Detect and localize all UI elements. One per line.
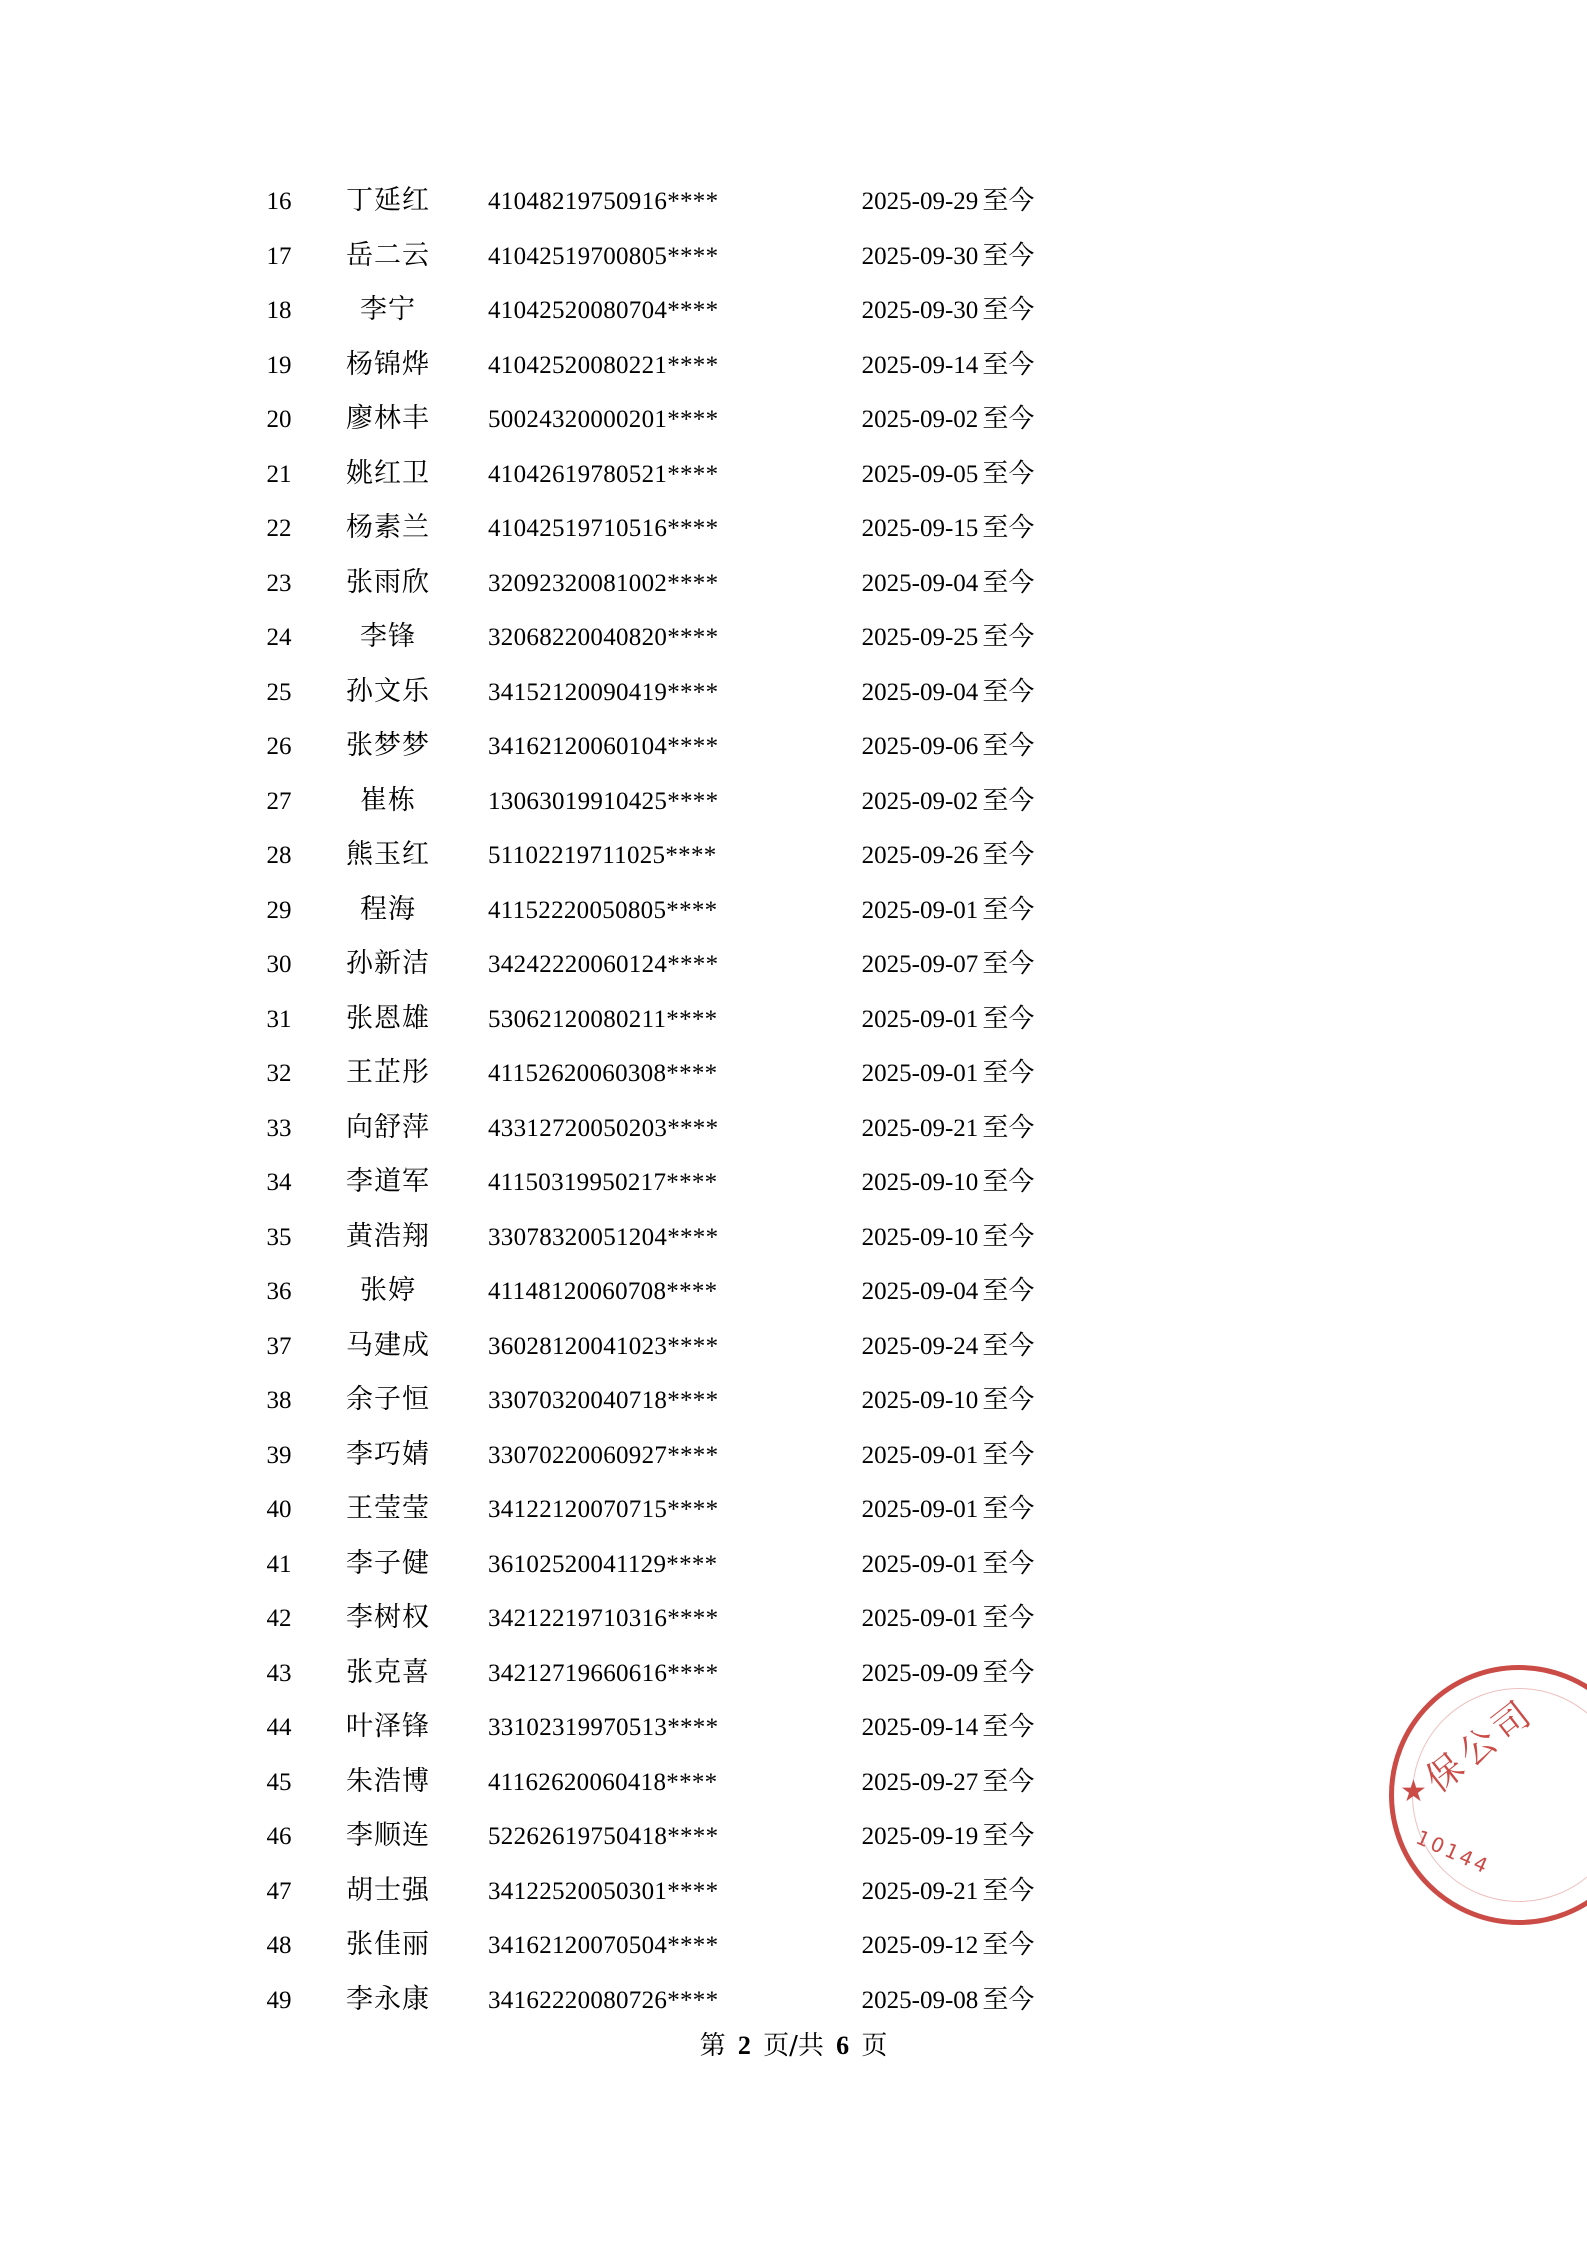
row-period-start: 2025-09-25 <box>861 624 979 651</box>
row-period-end: 至今 <box>982 513 1035 543</box>
row-id-number: 50024320000201**** <box>488 406 719 433</box>
row-period <box>788 1979 1108 2016</box>
table-row <box>250 451 1250 506</box>
table-row <box>250 723 1250 778</box>
row-period-end: 至今 <box>982 1603 1035 1633</box>
row-period-end: 至今 <box>982 1875 1035 1906</box>
row-period <box>788 344 1108 381</box>
row-name: 朱浩博 <box>346 1765 430 1797</box>
footer-total-pages: 6 <box>836 2031 850 2060</box>
row-period-end: 至今 <box>982 894 1035 925</box>
row-index: 18 <box>266 297 292 324</box>
row-period <box>788 1761 1108 1798</box>
row-period-start: 2025-09-24 <box>861 1332 979 1360</box>
row-period <box>788 1379 1108 1416</box>
row-period-start: 2025-09-04 <box>861 1278 979 1305</box>
row-period-end: 至今 <box>982 1003 1035 1034</box>
row-id-number: 32068220040820**** <box>488 624 719 651</box>
row-name: 熊玉红 <box>346 839 430 870</box>
row-name: 杨锦烨 <box>346 348 430 380</box>
row-period-start: 2025-09-01 <box>861 896 979 924</box>
row-index: 29 <box>266 896 292 924</box>
table-row <box>250 1650 1250 1705</box>
row-index: 34 <box>266 1169 292 1196</box>
row-period <box>788 1107 1108 1144</box>
row-period <box>788 1052 1108 1089</box>
row-id-number: 52262619750418**** <box>488 1823 719 1850</box>
row-period-end: 至今 <box>982 567 1035 598</box>
row-id-number: 41042519710516**** <box>488 515 719 542</box>
row-period-start: 2025-09-06 <box>861 733 979 760</box>
table-row <box>250 342 1250 397</box>
row-period <box>788 1815 1108 1852</box>
row-name: 张梦梦 <box>346 730 430 761</box>
table-row <box>250 1704 1250 1759</box>
row-period-start: 2025-09-02 <box>861 787 979 815</box>
row-index: 21 <box>266 460 292 488</box>
row-index: 28 <box>266 842 292 869</box>
row-id-number: 33070220060927**** <box>488 1441 719 1469</box>
row-period <box>788 1434 1108 1471</box>
row-id-number: 41162620060418**** <box>488 1768 718 1796</box>
row-period-start: 2025-09-14 <box>861 1714 979 1741</box>
table-row <box>250 1486 1250 1541</box>
row-index: 37 <box>266 1332 292 1360</box>
table-row <box>250 560 1250 615</box>
row-index: 40 <box>266 1496 292 1523</box>
row-period-start: 2025-09-01 <box>861 1441 979 1469</box>
row-id-number: 41042519700805**** <box>488 242 719 270</box>
table-row <box>250 1595 1250 1650</box>
row-index: 42 <box>266 1605 292 1632</box>
row-period-start: 2025-09-01 <box>861 1605 979 1632</box>
row-index: 44 <box>266 1714 292 1741</box>
row-index: 43 <box>266 1659 292 1687</box>
row-period-end: 至今 <box>982 458 1035 489</box>
row-id-number: 36102520041129**** <box>488 1550 718 1578</box>
row-name: 杨素兰 <box>346 512 430 543</box>
table-row <box>250 778 1250 833</box>
row-index: 26 <box>266 733 292 760</box>
row-period <box>788 1325 1108 1362</box>
row-index: 48 <box>266 1932 292 1959</box>
row-period <box>788 1870 1108 1907</box>
row-index: 38 <box>266 1387 292 1414</box>
table-row <box>250 1159 1250 1214</box>
table-row <box>250 669 1250 724</box>
row-name: 李道军 <box>346 1166 430 1197</box>
row-name: 胡士强 <box>346 1874 430 1906</box>
row-period-end: 至今 <box>982 1221 1035 1252</box>
table-row <box>250 941 1250 996</box>
row-index: 30 <box>266 951 292 978</box>
table-row <box>250 1377 1250 1432</box>
row-index: 25 <box>266 678 292 706</box>
row-period-start: 2025-09-04 <box>861 569 979 597</box>
row-name: 丁延红 <box>346 185 430 216</box>
row-index: 45 <box>266 1768 292 1796</box>
row-period-end: 至今 <box>982 622 1035 652</box>
row-period-end: 至今 <box>982 295 1035 325</box>
table-row <box>250 996 1250 1051</box>
row-id-number: 53062120080211**** <box>488 1005 718 1033</box>
row-period-start: 2025-09-27 <box>861 1768 979 1796</box>
row-index: 35 <box>266 1223 292 1251</box>
row-period-start: 2025-09-10 <box>861 1169 979 1196</box>
row-index: 22 <box>266 515 292 542</box>
row-index: 32 <box>266 1060 292 1087</box>
row-name: 马建成 <box>346 1329 430 1361</box>
row-name: 孙新洁 <box>346 948 430 979</box>
row-name: 孙文乐 <box>346 675 430 707</box>
row-period-end: 至今 <box>982 1930 1035 1960</box>
row-period <box>788 289 1108 326</box>
row-id-number: 41042619780521**** <box>488 460 719 488</box>
row-id-number: 51102219711025**** <box>488 842 717 869</box>
row-period <box>788 616 1108 653</box>
row-id-number: 13063019910425**** <box>488 787 719 815</box>
table-row <box>250 1922 1250 1977</box>
row-name: 王芷彤 <box>346 1057 430 1088</box>
row-index: 19 <box>266 351 292 379</box>
row-period-start: 2025-09-14 <box>861 351 979 379</box>
row-period <box>788 180 1108 217</box>
row-period-start: 2025-09-30 <box>861 242 979 270</box>
row-period-end: 至今 <box>982 1766 1035 1797</box>
row-id-number: 41152220050805**** <box>488 896 718 924</box>
row-period-start: 2025-09-01 <box>861 1060 979 1087</box>
row-index: 31 <box>266 1005 292 1033</box>
table-row <box>250 1813 1250 1868</box>
row-period <box>788 1652 1108 1689</box>
row-period-start: 2025-09-26 <box>861 842 979 869</box>
row-period-start: 2025-09-19 <box>861 1823 979 1850</box>
row-period <box>788 834 1108 871</box>
seal-text-top: 保公司 <box>1418 1690 1544 1801</box>
row-period <box>788 453 1108 490</box>
row-period-end: 至今 <box>982 1494 1035 1524</box>
row-name: 廖林丰 <box>346 403 430 434</box>
row-id-number: 43312720050203**** <box>488 1114 719 1142</box>
table-row <box>250 887 1250 942</box>
row-period-end: 至今 <box>982 1058 1035 1088</box>
row-period-end: 至今 <box>982 1112 1035 1143</box>
row-id-number: 41152620060308**** <box>488 1060 718 1087</box>
row-period-start: 2025-09-01 <box>861 1496 979 1523</box>
row-period-end: 至今 <box>982 676 1035 707</box>
row-period-start: 2025-09-09 <box>861 1659 979 1687</box>
row-name: 张雨欣 <box>346 566 430 598</box>
row-period <box>788 943 1108 980</box>
row-id-number: 33070320040718**** <box>488 1387 719 1414</box>
row-id-number: 41048219750916**** <box>488 188 719 215</box>
seal-text-bottom: 10144 <box>1412 1825 1495 1879</box>
table-row <box>250 396 1250 451</box>
table-row <box>250 1868 1250 1923</box>
row-period <box>788 671 1108 708</box>
footer-current-page: 2 <box>737 2031 751 2060</box>
row-period-end: 至今 <box>982 1330 1035 1361</box>
row-index: 23 <box>266 569 292 597</box>
row-period-end: 至今 <box>982 240 1035 271</box>
row-period <box>788 1270 1108 1307</box>
row-id-number: 41042520080704**** <box>488 297 719 324</box>
row-index: 20 <box>266 406 292 433</box>
row-index: 24 <box>266 624 292 651</box>
row-period-end: 至今 <box>982 404 1035 434</box>
row-name: 张佳丽 <box>346 1929 430 1960</box>
row-index: 39 <box>266 1441 292 1469</box>
row-period <box>788 1597 1108 1634</box>
row-period-end: 至今 <box>982 1385 1035 1415</box>
row-period-end: 至今 <box>982 1548 1035 1579</box>
row-index: 33 <box>266 1114 292 1142</box>
row-name: 李树权 <box>346 1602 430 1633</box>
row-period <box>788 998 1108 1035</box>
row-period-start: 2025-09-02 <box>861 406 979 433</box>
row-index: 49 <box>266 1986 292 2014</box>
row-name: 黄浩翔 <box>346 1220 430 1252</box>
row-index: 16 <box>266 188 292 215</box>
row-id-number: 41150319950217**** <box>488 1169 718 1196</box>
row-period <box>788 889 1108 926</box>
footer-prefix: 第 <box>699 2031 726 2061</box>
row-id-number: 33078320051204**** <box>488 1223 719 1251</box>
row-name: 岳二云 <box>346 239 430 271</box>
row-period-end: 至今 <box>982 1439 1035 1470</box>
row-id-number: 36028120041023**** <box>488 1332 719 1360</box>
row-period <box>788 562 1108 599</box>
row-name: 张恩雄 <box>346 1002 430 1034</box>
row-name: 李宁 <box>360 294 416 325</box>
row-name: 李锋 <box>360 621 416 652</box>
table-row <box>250 1268 1250 1323</box>
row-name: 李巧婧 <box>346 1438 430 1470</box>
row-period <box>788 1488 1108 1525</box>
page-footer <box>0 2025 1587 2062</box>
row-period-start: 2025-09-21 <box>861 1877 979 1905</box>
row-id-number: 32092320081002**** <box>488 569 719 597</box>
row-period-start: 2025-09-30 <box>861 297 979 324</box>
row-period-start: 2025-09-01 <box>861 1550 979 1578</box>
row-period <box>788 507 1108 544</box>
table-row <box>250 178 1250 233</box>
row-name: 李顺连 <box>346 1820 430 1851</box>
row-name: 张克喜 <box>346 1656 430 1688</box>
row-period-end: 至今 <box>982 1712 1035 1742</box>
row-index: 27 <box>266 787 292 815</box>
row-index: 41 <box>266 1550 292 1578</box>
row-period-start: 2025-09-29 <box>861 188 979 215</box>
row-name: 李子健 <box>346 1547 430 1579</box>
row-id-number: 34162220080726**** <box>488 1986 719 2014</box>
row-period-start: 2025-09-01 <box>861 1005 979 1033</box>
table-row <box>250 1214 1250 1269</box>
company-seal-stamp <box>1389 1665 1587 1925</box>
row-period-end: 至今 <box>982 1821 1035 1851</box>
row-index: 46 <box>266 1823 292 1850</box>
row-period-end: 至今 <box>982 186 1035 216</box>
row-id-number: 41148120060708**** <box>488 1278 718 1305</box>
row-id-number: 34162120060104**** <box>488 733 719 760</box>
table-row <box>250 1323 1250 1378</box>
row-period-start: 2025-09-10 <box>861 1387 979 1414</box>
table-row <box>250 233 1250 288</box>
row-period-start: 2025-09-04 <box>861 678 979 706</box>
table-row <box>250 1977 1250 2032</box>
row-period-end: 至今 <box>982 731 1035 761</box>
row-name: 姚红卫 <box>346 457 430 489</box>
row-period-end: 至今 <box>982 949 1035 979</box>
row-id-number: 41042520080221**** <box>488 351 719 379</box>
row-name: 叶泽锋 <box>346 1711 430 1742</box>
row-period-start: 2025-09-21 <box>861 1114 979 1142</box>
seal-star-icon: ★ <box>1400 1775 1427 1808</box>
row-id-number: 33102319970513**** <box>488 1714 719 1741</box>
row-period-start: 2025-09-08 <box>861 1986 979 2014</box>
row-period-end: 至今 <box>982 1167 1035 1197</box>
table-row <box>250 614 1250 669</box>
row-period-end: 至今 <box>982 1657 1035 1688</box>
table-row <box>250 832 1250 887</box>
table-row <box>250 1050 1250 1105</box>
table-row <box>250 287 1250 342</box>
row-id-number: 34212219710316**** <box>488 1605 719 1632</box>
row-period <box>788 1706 1108 1743</box>
row-period-end: 至今 <box>982 785 1035 816</box>
footer-suffix: 页 <box>861 2031 888 2061</box>
row-id-number: 34122520050301**** <box>488 1877 719 1905</box>
row-index: 36 <box>266 1278 292 1305</box>
row-name: 余子恒 <box>346 1384 430 1415</box>
row-id-number: 34162120070504**** <box>488 1932 719 1959</box>
footer-middle: 页/共 <box>763 2031 824 2061</box>
row-period-start: 2025-09-12 <box>861 1932 979 1959</box>
row-id-number: 34122120070715**** <box>488 1496 719 1523</box>
row-id-number: 34242220060124**** <box>488 951 719 978</box>
table-row <box>250 1759 1250 1814</box>
row-period <box>788 780 1108 817</box>
row-name: 程海 <box>360 893 416 925</box>
row-period <box>788 398 1108 435</box>
row-period-start: 2025-09-10 <box>861 1223 979 1251</box>
row-period <box>788 1543 1108 1580</box>
row-period-end: 至今 <box>982 1276 1035 1306</box>
row-id-number: 34152120090419**** <box>488 678 719 706</box>
row-period-end: 至今 <box>982 1984 1035 2015</box>
table-row <box>250 1541 1250 1596</box>
row-period <box>788 1924 1108 1961</box>
row-period <box>788 1161 1108 1198</box>
row-name: 李永康 <box>346 1983 430 2015</box>
row-name: 张婷 <box>360 1275 416 1306</box>
row-index: 17 <box>266 242 292 270</box>
row-name: 向舒萍 <box>346 1111 430 1143</box>
row-period <box>788 1216 1108 1253</box>
table-row <box>250 505 1250 560</box>
row-period-end: 至今 <box>982 349 1035 380</box>
table-row <box>250 1105 1250 1160</box>
row-period <box>788 725 1108 762</box>
row-period <box>788 235 1108 272</box>
row-id-number: 34212719660616**** <box>488 1659 719 1687</box>
row-period-end: 至今 <box>982 840 1035 870</box>
row-index: 47 <box>266 1877 292 1905</box>
row-period-start: 2025-09-05 <box>861 460 979 488</box>
table-row <box>250 1432 1250 1487</box>
row-name: 王莹莹 <box>346 1493 430 1524</box>
row-period-start: 2025-09-07 <box>861 951 979 978</box>
row-period-start: 2025-09-15 <box>861 515 979 542</box>
row-name: 崔栋 <box>360 784 416 816</box>
insured-persons-table <box>250 178 1250 2031</box>
